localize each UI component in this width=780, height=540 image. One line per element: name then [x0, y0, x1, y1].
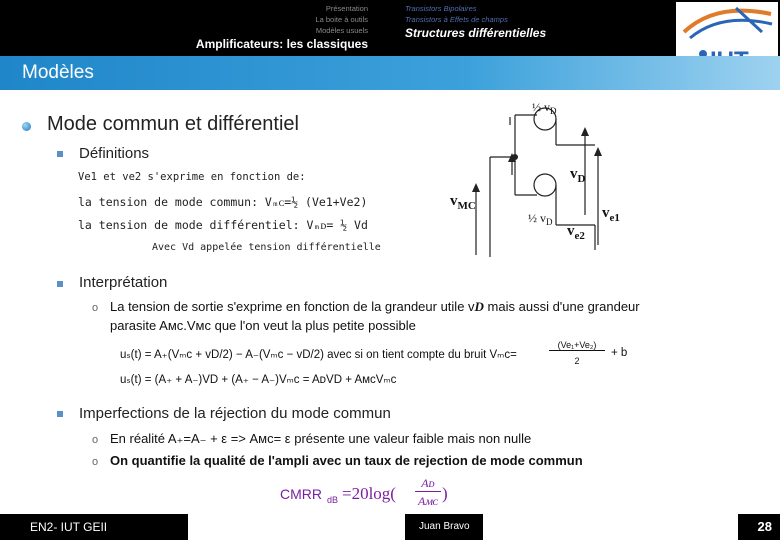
nav-item-transistors-effets-champs[interactable]: Transistors à Effets de champs: [405, 15, 508, 24]
imperfection-reality: En réalité A₊=A₋ + ε => Aᴍᴄ= ε présente une valeur faible mais non nulle: [110, 431, 532, 446]
nav-right: [405, 0, 665, 56]
circle-bullet-icon: o: [92, 434, 99, 446]
nav-item-transistors-bipolaires[interactable]: Transistors Bipolaires: [405, 4, 477, 13]
interpretation-title: Interprétation: [79, 274, 168, 291]
section-title: Mode commun et différentiel: [47, 113, 299, 135]
nav-item-boite-outils[interactable]: La boite à outils: [315, 15, 368, 24]
circle-bullet-icon: o: [92, 456, 99, 468]
definition-common-mode: la tension de mode commun: Vₘᴄ=½ (Ve1+Ve2): [78, 195, 368, 209]
imperfections-title: Imperfections de la réjection du mode commun: [79, 405, 391, 422]
square-bullet-icon: [57, 281, 63, 287]
svg-text:vD: $v_D$: [570, 166, 586, 185]
output-equation-2: uₛ(t) = (A₊ + A₋)VD + (A₊ − A₋)Vₘᴄ = AᴅVD + AᴍᴄVₘᴄ: [120, 374, 397, 386]
noise-fraction-numerator: (Ve₁+Ve₂): [549, 340, 605, 351]
band-title: Modèles: [22, 62, 94, 83]
square-bullet-icon: [57, 411, 63, 417]
footer-course: EN2- IUT GEII: [0, 514, 188, 540]
definitions-title: Définitions: [79, 145, 150, 162]
definition-differential-mode: la tension de mode différentiel: Vₘᴅ= ½ Vd: [78, 218, 368, 232]
svg-text:ve1: $v_{e1}$: [602, 205, 620, 224]
definition-note: Avec Vd appelée tension différentielle: [152, 242, 381, 253]
noise-fraction-denominator: 2: [574, 356, 580, 366]
title-band: [0, 56, 780, 90]
nav-item-structures-differentielles[interactable]: Structures différentielles: [405, 26, 547, 40]
svg-text:vMC: $v_{MC}$: [450, 193, 476, 212]
output-equation-1: uₛ(t) = A₊(Vₘᴄ + vD/2) − A₋(Vₘᴄ − vD/2) avec si on tient compte du bruit Vₘᴄ=: [120, 349, 517, 361]
svg-text:½ vD: ½ $v_D$: [528, 211, 553, 227]
header-bar: [0, 0, 780, 56]
page-number: 28: [738, 514, 780, 540]
differential-source-diagram: [440, 95, 640, 260]
circle-bullet-icon: o: [92, 302, 99, 314]
nav-item-amplificateurs[interactable]: Amplificateurs: les classiques: [195, 37, 368, 51]
nav-item-modeles-usuels[interactable]: Modèles usuels: [315, 26, 368, 35]
nav-left: [0, 0, 380, 56]
interpretation-text-2: parasite Aᴍᴄ.Vᴍᴄ que l'on veut la plus petite possible: [110, 318, 416, 333]
svg-text:ve2: $v_{e2}$: [567, 223, 585, 242]
imperfection-cmrr-intro: On quantifie la qualité de l'ampli avec un taux de rejection de mode commun: [110, 453, 583, 468]
bullet-icon: [22, 122, 31, 131]
definition-line: Ve1 et ve2 s'exprime en fonction de:: [78, 171, 306, 183]
nav-item-presentation[interactable]: Présentation: [325, 4, 368, 13]
svg-text:½ vD: ½ $v_D$: [532, 100, 557, 116]
cmrr-formula: CMRR dB =20log( Aᴅ Aᴍᴄ ): [280, 476, 448, 508]
interpretation-text: La tension de sortie s'exprime en fonction de la grandeur utile vD mais aussi d'une grandeur: [110, 299, 640, 314]
square-bullet-icon: [57, 151, 63, 157]
noise-term: + b: [611, 347, 628, 359]
footer-author: Juan Bravo: [405, 514, 483, 540]
